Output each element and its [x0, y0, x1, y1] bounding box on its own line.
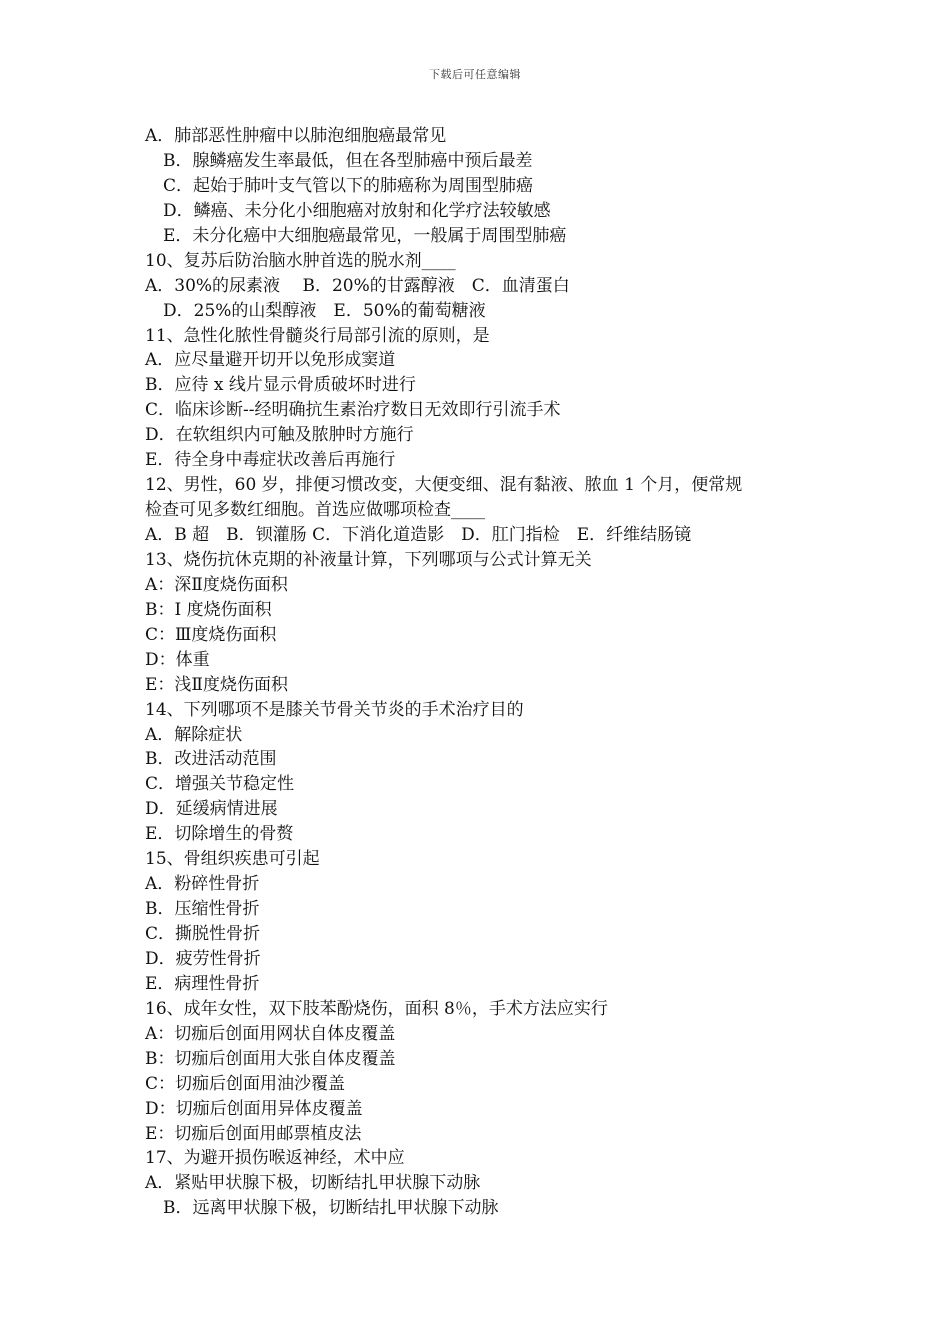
answer-option: C．起始于肺叶支气管以下的肺癌称为周围型肺癌: [163, 175, 534, 196]
question-stem: 14、下列哪项不是膝关节骨关节炎的手术治疗目的: [145, 699, 524, 720]
answer-option: A．解除症状: [145, 724, 243, 745]
answer-option: E．待全身中毒症状改善后再施行: [145, 450, 396, 471]
answer-option: A：深Ⅱ度烧伤面积: [145, 574, 288, 595]
answer-option: E：浅Ⅱ度烧伤面积: [145, 674, 288, 695]
answer-option: B．远离甲状腺下极，切断结扎甲状腺下动脉: [163, 1198, 499, 1219]
answer-option: A．应尽量避开切开以免形成窦道: [145, 350, 396, 371]
answer-option: D．鳞癌、未分化小细胞癌对放射和化学疗法较敏感: [163, 200, 551, 221]
answer-option: C．临床诊断--经明确抗生素治疗数日无效即行引流手术: [145, 400, 561, 421]
answer-option: D：切痂后创面用异体皮覆盖: [145, 1098, 363, 1119]
answer-option: C：Ⅲ度烧伤面积: [145, 624, 277, 645]
question-stem: 17、为避开损伤喉返神经，术中应: [145, 1148, 405, 1169]
document-body: [145, 124, 825, 1221]
answer-option: A：切痂后创面用网状自体皮覆盖: [145, 1023, 396, 1044]
answer-option: B．压缩性骨折: [145, 899, 260, 920]
page-header: 下载后可任意编辑: [429, 68, 521, 81]
question-stem: 15、骨组织疾患可引起: [145, 849, 320, 870]
answer-option: E．病理性骨折: [145, 973, 260, 994]
question-stem: 10、复苏后防治脑水肿首选的脱水剂____: [145, 250, 456, 271]
answer-option: D．疲劳性骨折: [145, 948, 261, 969]
answer-option: A．粉碎性骨折: [145, 874, 260, 895]
question-stem: 12、男性，60 岁，排便习惯改变，大便变细、混有黏液、脓血 1 个月，便常规: [145, 475, 743, 496]
answer-option: B．改进活动范围: [145, 749, 277, 770]
answer-option: A．30%的尿素液 B．20%的甘露醇液 C．血清蛋白: [145, 275, 570, 296]
answer-option: E．未分化癌中大细胞癌最常见，一般属于周围型肺癌: [163, 225, 567, 246]
answer-option: C．撕脱性骨折: [145, 924, 261, 944]
answer-option: E：切痂后创面用邮票植皮法: [145, 1123, 362, 1144]
answer-option: A．B 超 B．钡灌肠 C．下消化道造影 D．肛门指检 E．纤维结肠镜: [145, 525, 692, 545]
answer-option: A．紧贴甲状腺下极，切断结扎甲状腺下动脉: [145, 1173, 481, 1194]
answer-option: B．应待 x 线片显示骨质破坏时进行: [145, 375, 416, 396]
question-stem: 11、急性化脓性骨髓炎行局部引流的原则，是: [145, 325, 490, 346]
text-line: 检查可见多数红细胞。首选应做哪项检查____: [145, 500, 485, 521]
answer-option: B：I 度烧伤面积: [145, 599, 272, 620]
answer-option: B：切痂后创面用大张自体皮覆盖: [145, 1048, 396, 1069]
question-stem: 13、烧伤抗休克期的补液量计算，下列哪项与公式计算无关: [145, 549, 592, 570]
answer-option: D：体重: [145, 649, 210, 670]
answer-option: C：切痂后创面用油沙覆盖: [145, 1073, 346, 1094]
answer-option: A．肺部恶性肿瘤中以肺泡细胞癌最常见: [145, 126, 447, 146]
answer-option: D．在软组织内可触及脓肿时方施行: [145, 425, 414, 446]
answer-option: D．25%的山梨醇液 E．50%的葡萄糖液: [163, 300, 486, 321]
answer-option: D．延缓病情进展: [145, 799, 278, 820]
answer-option: B．腺鳞癌发生率最低，但在各型肺癌中预后最差: [163, 150, 533, 171]
answer-option: C．增强关节稳定性: [145, 774, 295, 795]
question-stem: 16、成年女性，双下肢苯酚烧伤，面积 8％，手术方法应实行: [145, 998, 608, 1019]
answer-option: E．切除增生的骨赘: [145, 824, 294, 845]
